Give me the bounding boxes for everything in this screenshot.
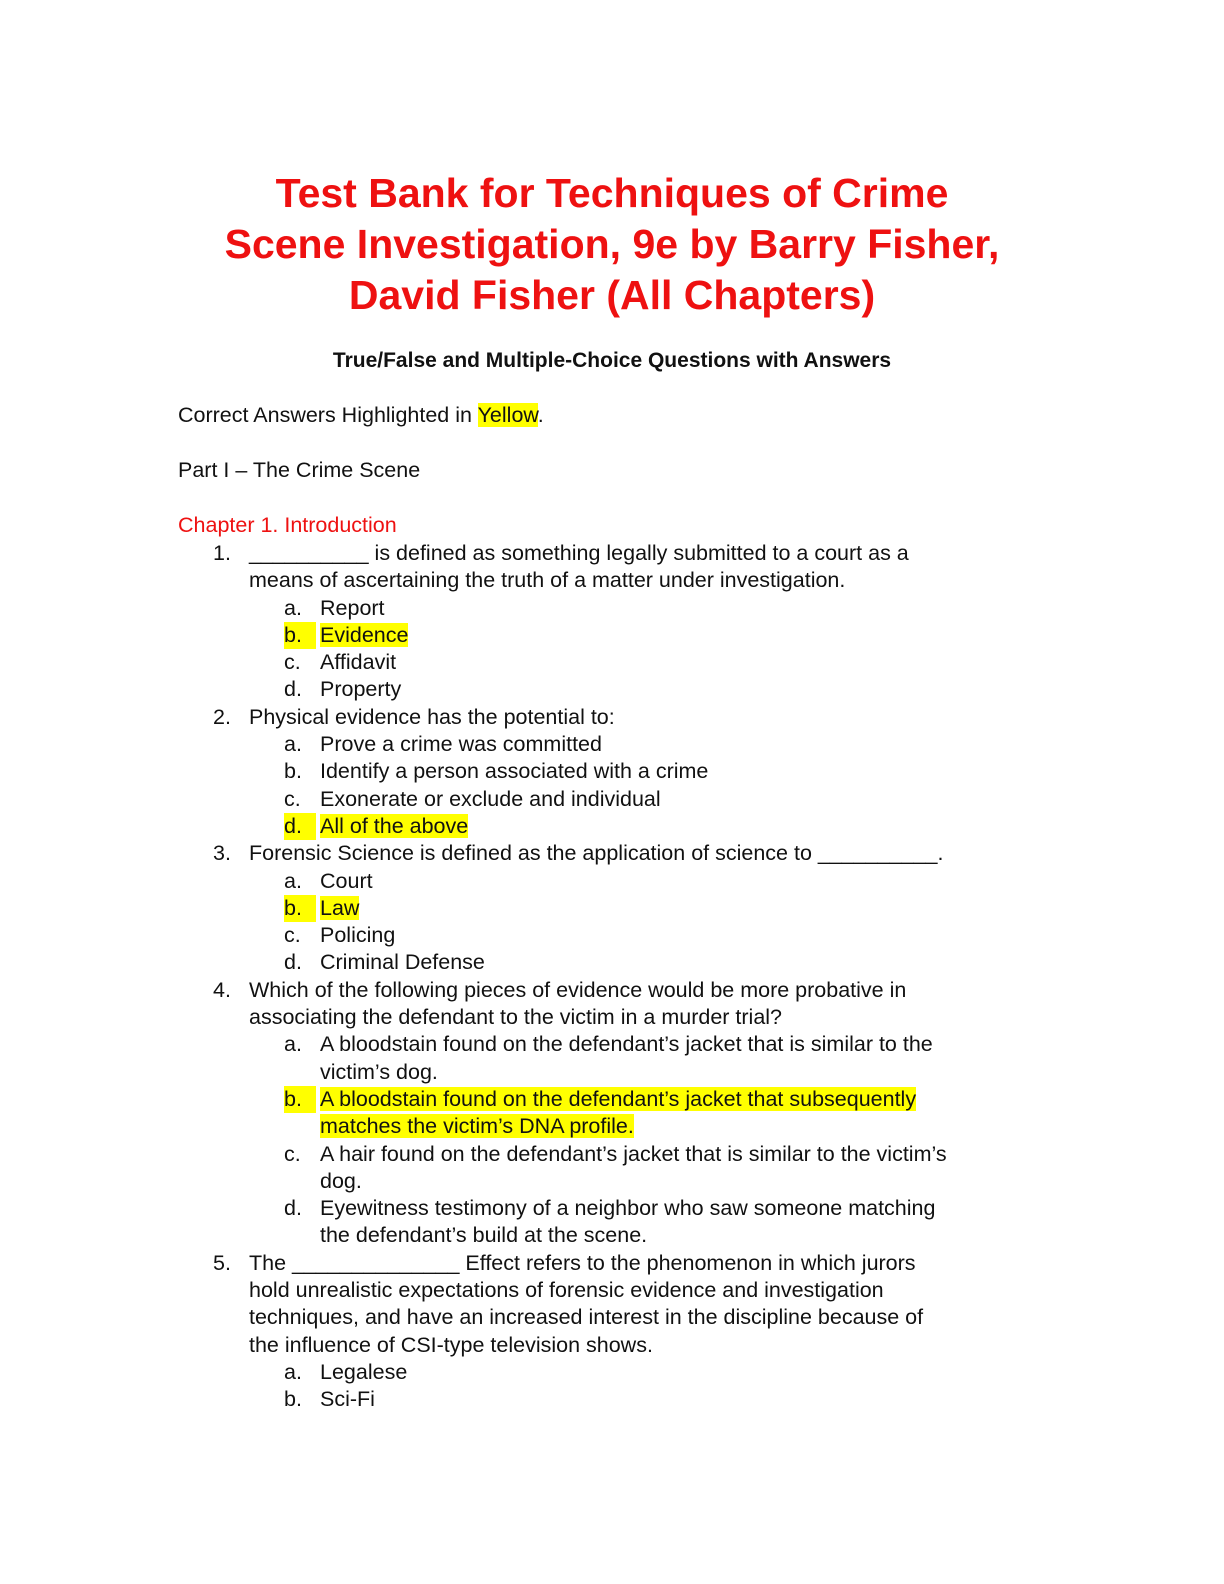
correct-option: [178, 813, 1038, 840]
option-text: dog.: [320, 1168, 362, 1193]
option-letter: b.: [284, 759, 302, 784]
option-letter: b.: [284, 1086, 316, 1113]
option-text-line: [320, 1359, 1038, 1386]
option-text-line: [320, 649, 1038, 676]
document-title: [150, 168, 1074, 321]
option-text-line: [320, 1059, 1038, 1086]
option-letter: b.: [284, 1387, 302, 1412]
option-list: [178, 595, 1038, 704]
option-text-line: [320, 731, 1038, 758]
option-text: matches the victim’s DNA profile.: [320, 1114, 634, 1139]
question-item: [178, 840, 1038, 867]
option-text: Court: [320, 868, 373, 893]
answer-option: [178, 922, 1038, 949]
answer-key-prefix: Correct Answers Highlighted in: [178, 403, 478, 427]
answer-option: [178, 731, 1038, 758]
answer-option: [178, 949, 1038, 976]
answer-option: [178, 758, 1038, 785]
correct-option: [178, 622, 1038, 649]
question-text: [249, 540, 1038, 595]
title-line: David Fisher (All Chapters): [348, 272, 876, 318]
correct-option: [178, 895, 1038, 922]
title-line: Scene Investigation, 9e by Barry Fisher,: [224, 221, 1000, 267]
option-list: [178, 1031, 1038, 1249]
highlight-word: Yellow: [477, 403, 538, 427]
option-text: Criminal Defense: [320, 950, 485, 975]
option-text-line: [320, 1168, 1038, 1195]
option-text: victim’s dog.: [320, 1059, 438, 1084]
option-text: Property: [320, 677, 402, 702]
answer-key-suffix: .: [537, 403, 544, 427]
question-text-line: __________ is defined as something legally submitted to a court as a: [249, 541, 909, 565]
option-letter: d.: [284, 813, 316, 840]
option-list: [178, 1359, 1038, 1414]
question-text: [249, 704, 1038, 731]
option-letter: c.: [284, 650, 301, 675]
question-text: [249, 1250, 1038, 1359]
part-heading: Part I – The Crime Scene: [178, 458, 421, 482]
question-text-line: The ______________ Effect refers to the phenomenon in which jurors: [249, 1250, 916, 1275]
option-text: A hair found on the defendant’s jacket that is similar to the victim’s: [320, 1141, 947, 1166]
option-text: Prove a crime was committed: [320, 732, 602, 757]
option-text-line: [320, 1113, 1038, 1140]
option-letter: a.: [284, 1359, 302, 1384]
question-item: [178, 1250, 1038, 1359]
answer-option: [178, 1386, 1038, 1413]
correct-option: [178, 1086, 1038, 1141]
answer-option: [178, 1141, 1038, 1196]
question-number: 2.: [213, 704, 231, 729]
option-text: Eyewitness testimony of a neighbor who saw someone matching: [320, 1196, 936, 1221]
question-text: [249, 840, 1038, 867]
option-letter: a.: [284, 868, 302, 893]
option-text-line: [320, 1195, 1038, 1222]
option-text: Legalese: [320, 1359, 408, 1384]
question-item: [178, 704, 1038, 731]
document-subtitle: True/False and Multiple-Choice Questions with Answers: [332, 349, 892, 372]
option-text-line: [320, 622, 1038, 649]
option-list: [178, 868, 1038, 977]
question-text-line: associating the defendant to the victim in a murder trial?: [249, 1005, 783, 1030]
question-item: [178, 540, 1038, 595]
question-number: 3.: [213, 841, 231, 866]
option-letter: a.: [284, 1032, 302, 1057]
option-list: [178, 731, 1038, 840]
option-text-line: [320, 949, 1038, 976]
option-text-line: [320, 895, 1038, 922]
option-letter: d.: [284, 1196, 302, 1221]
answer-key-note: [178, 402, 544, 429]
option-letter: d.: [284, 950, 302, 975]
option-letter: d.: [284, 677, 302, 702]
option-text-line: [320, 868, 1038, 895]
option-text-line: [320, 1031, 1038, 1058]
option-letter: a.: [284, 732, 302, 757]
question-item: [178, 977, 1038, 1032]
option-text: Exonerate or exclude and individual: [320, 786, 661, 811]
answer-option: [178, 649, 1038, 676]
option-letter: b.: [284, 622, 316, 649]
question-text-line: hold unrealistic expectations of forensic evidence and investigation: [249, 1278, 884, 1303]
option-text: Report: [320, 595, 385, 620]
option-letter: c.: [284, 923, 301, 948]
option-text: Evidence: [320, 622, 409, 647]
answer-option: [178, 595, 1038, 622]
option-text-line: [320, 1141, 1038, 1168]
option-text: the defendant’s build at the scene.: [320, 1223, 648, 1248]
option-text: All of the above: [320, 813, 469, 838]
question-text-line: Which of the following pieces of evidence would be more probative in: [249, 977, 907, 1002]
title-line: Test Bank for Techniques of Crime: [275, 170, 949, 216]
question-number: 4.: [213, 977, 231, 1002]
option-text-line: [320, 922, 1038, 949]
option-text: Sci-Fi: [320, 1387, 375, 1412]
answer-option: [178, 676, 1038, 703]
question-list: [178, 540, 1038, 1414]
option-letter: a.: [284, 595, 302, 620]
question-number: 1.: [213, 541, 231, 565]
question-text-line: Forensic Science is defined as the application of science to __________.: [249, 841, 944, 866]
question-number: 5.: [213, 1250, 231, 1275]
answer-option: [178, 1359, 1038, 1386]
question-text-line: the influence of CSI-type television shows.: [249, 1332, 653, 1357]
option-text-line: [320, 1086, 1038, 1113]
option-text-line: [320, 595, 1038, 622]
answer-option: [178, 1195, 1038, 1250]
option-text: A bloodstain found on the defendant’s jacket that is similar to the: [320, 1032, 933, 1057]
option-letter: c.: [284, 1141, 301, 1166]
option-text: Affidavit: [320, 650, 397, 675]
option-text-line: [320, 813, 1038, 840]
option-letter: c.: [284, 786, 301, 811]
option-letter: b.: [284, 895, 316, 922]
option-text-line: [320, 1222, 1038, 1249]
chapter-heading: Chapter 1. Introduction: [178, 513, 397, 537]
option-text: Law: [320, 895, 360, 920]
option-text-line: [320, 1386, 1038, 1413]
option-text: Identify a person associated with a crime: [320, 759, 709, 784]
option-text: Policing: [320, 923, 396, 948]
answer-option: [178, 868, 1038, 895]
option-text-line: [320, 786, 1038, 813]
option-text: A bloodstain found on the defendant’s jacket that subsequently: [320, 1086, 917, 1111]
question-text-line: techniques, and have an increased interest in the discipline because of: [249, 1305, 924, 1330]
option-text-line: [320, 758, 1038, 785]
option-text-line: [320, 676, 1038, 703]
question-text: [249, 977, 1038, 1032]
question-text-line: means of ascertaining the truth of a matter under investigation.: [249, 568, 846, 593]
answer-option: [178, 786, 1038, 813]
answer-option: [178, 1031, 1038, 1086]
question-text-line: Physical evidence has the potential to:: [249, 704, 615, 729]
